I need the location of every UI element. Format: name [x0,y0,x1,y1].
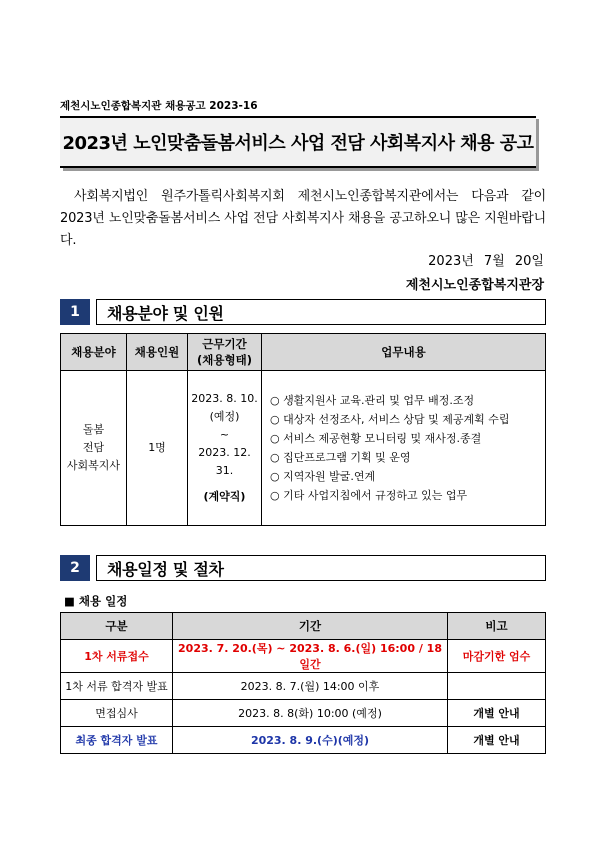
notice-title: 2023년 노인맞춤돌봄서비스 사업 전담 사회복지사 채용 공고 [60,116,536,168]
count-cell: 1명 [127,371,188,526]
notice-date: 2023년 7월 20일 [428,254,544,269]
field-cell: 돌봄 전담 사회복지사 [61,371,127,526]
col-type: 구분 [61,613,173,640]
section-1-title: 채용분야 및 인원 [96,299,546,325]
section-1-header [60,299,546,325]
schedule-label: ■ 채용 일정 [64,594,128,608]
section-2-number: 2 [60,555,90,581]
intro-paragraph: 사회복지법인 원주가톨릭사회복지회 제천시노인종합복지관에서는 다음과 같이 2023년 노인맞춤돌봄서비스 사업 전담 사회복지사 채용을 공고하오니 많은 지원바랍니다. [60,189,546,248]
col-count: 채용인원 [127,334,188,371]
list-item: ○ 생활지원사 교육.관리 및 업무 배정.조정 [270,394,475,407]
period-cell: 2023. 8. 10. (예정) ~ 2023. 12. 31. (계약직) [188,371,262,526]
col-field: 채용분야 [61,334,127,371]
col-period: 근무기간 (채용형태) [188,334,262,371]
table-row: 1차 서류 합격자 발표 2023. 8. 7.(월) 14:00 이후 [61,673,546,700]
table-row [61,371,546,526]
list-item: ○ 서비스 제공현황 모니터링 및 재사정.종결 [270,432,482,445]
table-row: 면접심사 2023. 8. 8(화) 10:00 (예정) 개별 안내 [61,700,546,727]
col-period: 기간 [173,613,448,640]
list-item: ○ 기타 사업지침에서 규정하고 있는 업무 [270,489,468,502]
notice-id: 제천시노인종합복지관 채용공고 2023-16 [60,100,258,112]
section-1-number: 1 [60,299,90,325]
section-2-header [60,555,546,581]
list-item: ○ 대상자 선정조사, 서비스 상담 및 제공계획 수립 [270,413,510,426]
section-2-title: 채용일정 및 절차 [96,555,546,581]
table-row: 최종 합격자 발표 2023. 8. 9.(수)(예정) 개별 안내 [61,727,546,754]
schedule-table [60,612,546,754]
col-duties: 업무내용 [262,334,546,371]
table-row: 1차 서류접수 2023. 7. 20.(목) ~ 2023. 8. 6.(일) 16:00 / 18일간 마감기한 엄수 [61,640,546,673]
duties-cell [262,371,546,526]
issuer: 제천시노인종합복지관장 [405,278,544,293]
col-note: 비고 [448,613,546,640]
list-item: ○ 지역자원 발굴.연계 [270,470,376,483]
recruitment-table [60,333,546,526]
list-item: ○ 집단프로그램 기획 및 운영 [270,451,411,464]
